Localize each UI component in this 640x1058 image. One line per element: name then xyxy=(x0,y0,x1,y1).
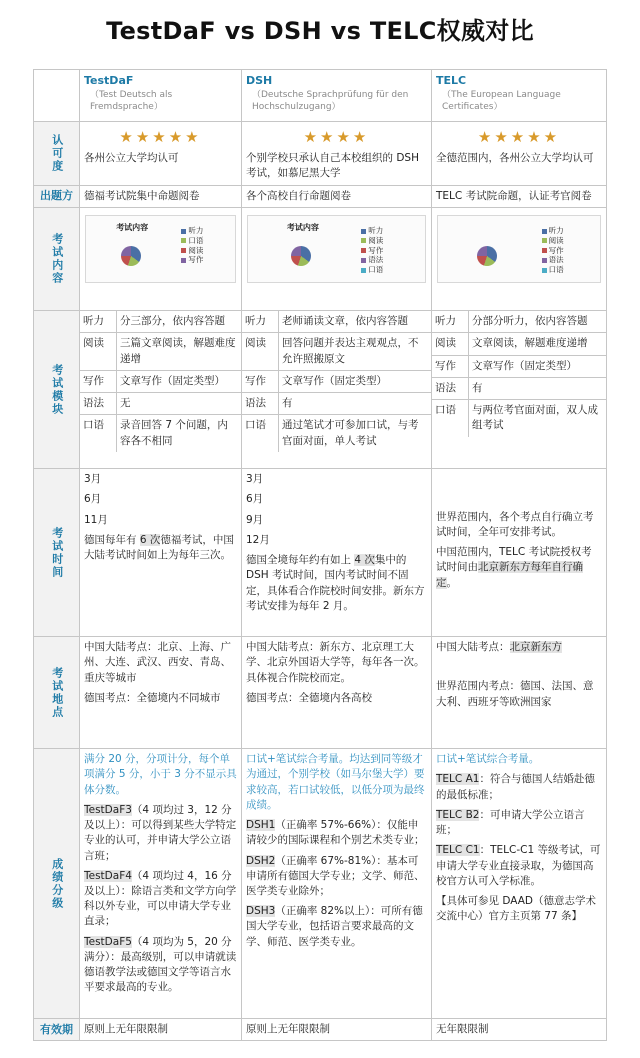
pie-chart-icon xyxy=(291,246,311,266)
module-name: 语法 xyxy=(432,377,469,399)
col-header-dsh: DSH （Deutsche Sprachprüfung für den Hochschulzugang） xyxy=(242,70,432,122)
row-label-validity: 有效期 xyxy=(34,1019,80,1041)
row-setter xyxy=(34,186,607,208)
grade-level: DSH2 xyxy=(246,854,276,867)
legend-label: 写作 xyxy=(368,245,384,255)
exam-month: 3月 xyxy=(246,473,264,486)
grade-desc: （4 项均过 3，12 分及以上）：可以得到某些大学特定专业的认可，并申请大学公立语言班； xyxy=(84,803,237,862)
grade-desc: 口试+笔试综合考量。 xyxy=(436,753,540,766)
module-name: 写作 xyxy=(80,370,117,392)
comparison-table xyxy=(33,69,607,1041)
legend-label: 写作 xyxy=(548,245,564,255)
module-desc: 分部分听力，依内容答题 xyxy=(469,311,607,333)
grade-desc: （4 项均过 4，16 分及以上）：除语言类和文学方向学科以外专业，可以申请大学专业直录； xyxy=(84,869,237,928)
content-telc xyxy=(432,208,607,311)
legend-label: 阅读 xyxy=(368,235,384,245)
recognition-dsh: ★★★★ 个别学校只承认自己本校组织的 DSH 考试，如慕尼黑大学 xyxy=(242,122,432,186)
modules-dsh xyxy=(242,311,432,469)
module-desc: 三篇文章阅读，解题难度递增 xyxy=(117,333,242,370)
legend-swatch xyxy=(361,258,366,263)
grade-item xyxy=(436,894,602,924)
module-desc: 分三部分，依内容答题 xyxy=(117,311,242,333)
grade-item xyxy=(246,854,427,900)
grade-level: TELC C1 xyxy=(436,844,480,857)
module-name: 阅读 xyxy=(432,333,469,355)
star-rating-icon: ★★★★★ xyxy=(477,128,561,146)
legend-label: 听力 xyxy=(368,226,384,236)
location-dsh: 中国大陆考点：新东方、北京理工大学、北京外国语大学等，每年各一次。具体视合作院校而定。 德国考点：全德境内各高校 xyxy=(242,637,432,749)
legend-label: 口语 xyxy=(548,265,564,275)
module-row xyxy=(242,370,431,392)
legend-item xyxy=(181,246,203,256)
legend-item xyxy=(361,265,383,275)
row-label-setter: 出题方 xyxy=(34,186,80,208)
grade-item xyxy=(436,843,602,889)
module-name: 语法 xyxy=(242,393,279,415)
grade-desc: ：符合与德国人结婚赴德的最低标准； xyxy=(436,773,595,801)
legend-item xyxy=(542,226,564,236)
legend-swatch xyxy=(361,248,366,253)
grade-desc: ：可申请大学公立语言班； xyxy=(436,808,585,837)
legend-item xyxy=(181,255,203,265)
module-name: 听力 xyxy=(80,311,117,333)
legend-swatch xyxy=(181,229,186,234)
row-label-location: 考试地点 xyxy=(34,637,80,749)
grade-item xyxy=(246,752,427,813)
module-row xyxy=(242,393,431,415)
grade-desc: 【具体可参见 DAAD（德意志学术交流中心）官方主页第 77 条】 xyxy=(436,894,596,923)
col-header-telc: TELC （The European Language Certificates） xyxy=(432,70,607,122)
time-telc: 世界范围内，各个考点自行确立考试时间，全年可安排考试。 中国范围内，TELC 考试院授权考试时间由北京新东方每年自行确定。 xyxy=(432,469,607,637)
exam-month: 11月 xyxy=(84,513,108,526)
exam-month: 12月 xyxy=(246,533,270,546)
module-desc: 回答问题并表达主观观点，不允许照搬原文 xyxy=(279,333,432,370)
legend-label: 阅读 xyxy=(188,245,204,255)
module-desc: 通过笔试才可参加口试，与考官面对面，单人考试 xyxy=(282,419,419,447)
module-row xyxy=(432,355,606,377)
row-label-grading: 成绩分级 xyxy=(34,749,80,1019)
module-name: 听力 xyxy=(242,311,279,333)
legend-label: 语法 xyxy=(548,255,564,265)
grading-testdaf xyxy=(80,749,242,1019)
content-testdaf xyxy=(80,208,242,311)
legend-swatch xyxy=(181,238,186,243)
legend-label: 口语 xyxy=(188,235,204,245)
validity-dsh: 原则上无年限限制 xyxy=(242,1019,432,1041)
module-desc: 与两位考官面对面，双人成组考试 xyxy=(472,404,598,432)
module-row xyxy=(80,415,241,452)
legend-swatch xyxy=(361,229,366,234)
grade-level: TestDaF3 xyxy=(84,803,132,816)
validity-testdaf: 原则上无年限限制 xyxy=(80,1019,242,1041)
grade-desc: 口试+笔试综合考量。均达到同等级才为通过，个别学校（如马尔堡大学）要求较高，若口试较低，以低分项为最终成绩。 xyxy=(246,753,425,811)
page-title: TestDaF vs DSH vs TELC权威对比 xyxy=(106,17,534,45)
module-row xyxy=(432,400,606,437)
module-row xyxy=(242,311,431,333)
exam-month: 6月 xyxy=(246,493,264,506)
module-desc: 录音回答 7 个问题，内容各不相同 xyxy=(120,419,228,447)
grade-level: TestDaF5 xyxy=(84,935,132,948)
module-desc: 文章阅读，解题难度递增 xyxy=(469,333,607,355)
legend-label: 阅读 xyxy=(548,235,564,245)
row-label-time: 考试时间 xyxy=(34,469,80,637)
corner-cell xyxy=(34,70,80,122)
module-desc: 老师诵读文章，依内容答题 xyxy=(279,311,432,333)
setter-telc: TELC 考试院命题，认证考官阅卷 xyxy=(432,186,607,208)
row-location xyxy=(34,637,607,749)
module-name: 写作 xyxy=(432,355,469,377)
time-dsh: 3月 6月 9月 12月 德国全境每年约有如上 4 次集中的 DSH 考试时间，国内考试时间不固定，具体看合作院校时间安排。新东方考试安排为每年 2 月。 xyxy=(242,469,432,637)
grade-desc: （正确率 67%-81%）：基本可申请所有德国大学专业；文学、师范、医学类专业除外； xyxy=(246,854,425,897)
grade-item xyxy=(84,869,237,930)
module-row xyxy=(80,393,241,415)
setter-testdaf: 德福考试院集中命题阅卷 xyxy=(80,186,242,208)
location-telc: 中国大陆考点：北京新东方 世界范围内考点：德国、法国、意大利、西班牙等欧洲国家 xyxy=(432,637,607,749)
setter-dsh: 各个高校自行命题阅卷 xyxy=(242,186,432,208)
content-chart: 考试内容 听力 阅读 写作 语法 口语 xyxy=(247,215,426,283)
module-row xyxy=(432,311,606,333)
exam-month: 9月 xyxy=(246,513,264,526)
legend-swatch xyxy=(361,238,366,243)
grade-level: DSH1 xyxy=(246,819,276,832)
grade-level: TELC A1 xyxy=(436,773,480,786)
row-recognition xyxy=(34,122,607,186)
header-row xyxy=(34,70,607,122)
pie-chart-icon xyxy=(121,246,141,266)
legend-item xyxy=(361,246,383,256)
chart-legend xyxy=(181,226,203,265)
row-label-content: 考试内容 xyxy=(34,208,80,311)
legend-item xyxy=(542,236,564,246)
grade-item xyxy=(246,818,427,848)
content-chart xyxy=(437,215,601,283)
star-rating-icon: ★★★★ xyxy=(303,128,370,146)
recognition-telc: ★★★★★ 全德范围内，各州公立大学均认可 xyxy=(432,122,607,186)
legend-swatch xyxy=(361,268,366,273)
pie-chart-icon xyxy=(477,246,497,266)
grade-item xyxy=(436,808,602,838)
grade-level: DSH3 xyxy=(246,905,276,918)
legend-label: 听力 xyxy=(188,226,204,236)
module-name: 口语 xyxy=(432,400,469,437)
star-rating-icon: ★★★★★ xyxy=(119,128,202,146)
recognition-testdaf: ★★★★★ 各州公立大学均认可 xyxy=(80,122,242,186)
module-desc: 有 xyxy=(469,377,607,399)
location-testdaf: 中国大陆考点：北京、上海、广州、大连、武汉、西安、青岛、重庆等城市 德国考点：全德境内不同城市 xyxy=(80,637,242,749)
modules-testdaf xyxy=(80,311,242,469)
content-chart: 考试内容 听力 口语 阅读 写作 xyxy=(85,215,236,283)
row-validity xyxy=(34,1019,607,1041)
module-name: 听力 xyxy=(432,311,469,333)
row-content xyxy=(34,208,607,311)
grade-level: TELC B2 xyxy=(436,808,480,821)
exam-month: 6月 xyxy=(84,493,102,506)
module-row xyxy=(80,333,241,370)
grading-telc xyxy=(432,749,607,1019)
module-row xyxy=(80,311,241,333)
grade-item xyxy=(436,752,602,767)
module-row xyxy=(432,377,606,399)
grade-item xyxy=(84,803,237,864)
grade-desc: ：TELC-C1 等级考试，可申请大学专业直接录取，为德国高校官方认可入学标准。 xyxy=(436,844,601,887)
chart-legend xyxy=(361,226,383,275)
legend-item xyxy=(361,255,383,265)
legend-swatch xyxy=(542,248,547,253)
module-row xyxy=(242,415,431,452)
chart-legend xyxy=(542,226,564,275)
modules-telc xyxy=(432,311,607,469)
module-row xyxy=(80,370,241,392)
grade-desc: （正确率 57%-66%）：仅能申请较少的国际课程和个别艺术类专业； xyxy=(246,819,425,847)
legend-label: 口语 xyxy=(368,265,384,275)
module-name: 口语 xyxy=(80,415,117,452)
module-desc: 无 xyxy=(117,393,242,415)
grade-item xyxy=(84,935,237,996)
module-name: 口语 xyxy=(242,415,279,452)
legend-item xyxy=(542,265,564,275)
content-dsh xyxy=(242,208,432,311)
row-time xyxy=(34,469,607,637)
validity-telc: 无年限限制 xyxy=(432,1019,607,1041)
module-name: 阅读 xyxy=(242,333,279,370)
legend-swatch xyxy=(181,248,186,253)
legend-item xyxy=(542,246,564,256)
legend-item xyxy=(361,226,383,236)
module-desc: 文章写作（固定类型） xyxy=(117,370,242,392)
legend-swatch xyxy=(542,258,547,263)
row-modules xyxy=(34,311,607,469)
legend-label: 语法 xyxy=(368,255,384,265)
module-row xyxy=(432,333,606,355)
legend-label: 听力 xyxy=(548,226,564,236)
grade-desc: （正确率 82%以上）：可所有德国大学专业，包括语言要求最高的文学、师范、医学类专业。 xyxy=(246,905,423,948)
module-name: 语法 xyxy=(80,393,117,415)
legend-item xyxy=(542,255,564,265)
grade-desc: 满分 20 分，分项计分，每个单项满分 5 分，小于 3 分不显示具体分数。 xyxy=(84,753,237,796)
grade-level: TestDaF4 xyxy=(84,869,132,882)
module-row xyxy=(242,333,431,370)
grade-desc: （4 项均为 5，20 分满分）：最高级别，可以申请就读德语教学法或德国文学等语言水平要求最高的专业。 xyxy=(84,935,237,994)
grade-item xyxy=(84,752,237,798)
legend-item xyxy=(181,236,203,246)
legend-item xyxy=(181,226,203,236)
module-name: 阅读 xyxy=(80,333,117,370)
legend-item xyxy=(361,236,383,246)
row-grading xyxy=(34,749,607,1019)
legend-swatch xyxy=(542,268,547,273)
exam-month: 3月 xyxy=(84,473,102,486)
module-name: 写作 xyxy=(242,370,279,392)
module-desc: 有 xyxy=(279,393,432,415)
legend-label: 写作 xyxy=(188,255,204,265)
row-label-modules: 考试模块 xyxy=(34,311,80,469)
legend-swatch xyxy=(542,229,547,234)
grading-dsh xyxy=(242,749,432,1019)
module-desc: 文章写作（固定类型） xyxy=(279,370,432,392)
time-testdaf: 3月 6月 11月 德国每年有 6 次德福考试，中国大陆考试时间如上为每年三次。 xyxy=(80,469,242,637)
row-label-recognition: 认可度 xyxy=(34,122,80,186)
legend-swatch xyxy=(542,238,547,243)
col-header-testdaf: TestDaF （Test Deutsch als Fremdsprache） xyxy=(80,70,242,122)
grade-item xyxy=(246,904,427,950)
legend-swatch xyxy=(181,258,186,263)
grade-item xyxy=(436,772,602,802)
module-desc: 文章写作（固定类型） xyxy=(469,355,607,377)
